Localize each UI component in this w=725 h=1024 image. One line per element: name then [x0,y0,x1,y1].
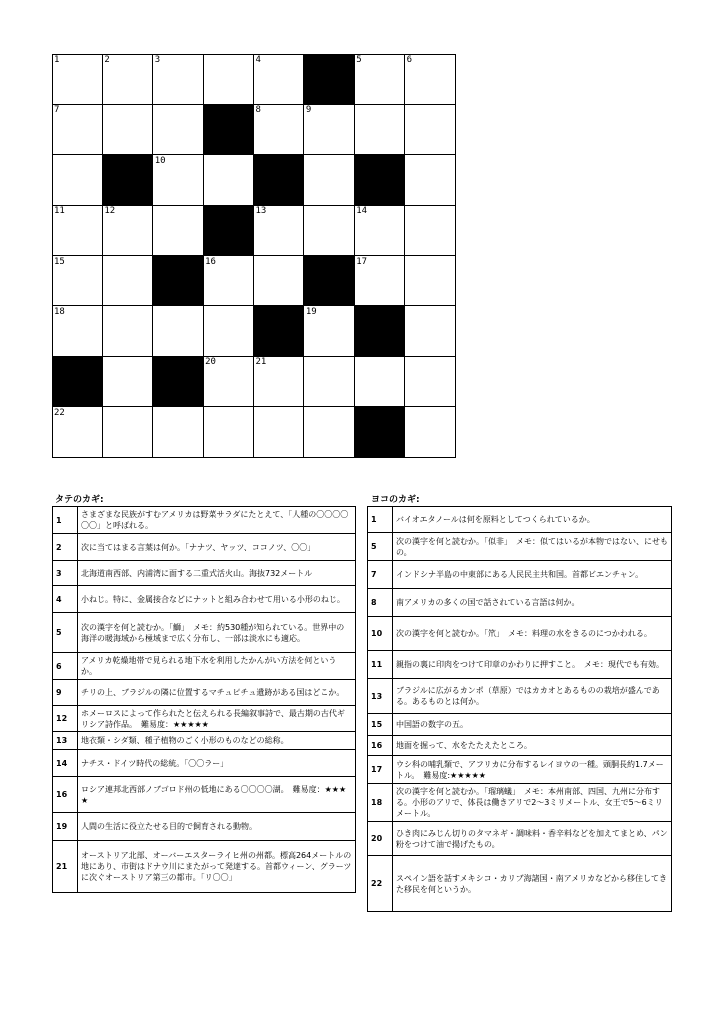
clue-row [53,706,356,732]
grid-cell[interactable] [304,155,354,205]
clue-number: 6 [53,653,78,680]
cell-number: 22 [54,407,65,418]
clue-number: 4 [53,586,78,613]
grid-line [303,54,304,458]
grid-line [52,406,456,407]
black-cell [254,306,304,356]
grid-line [52,104,456,105]
clue-number: 11 [368,651,393,679]
clue-text: 小ねじ。特に、金属接合などにナットと組み合わせて用いる小形のねじ。 [78,586,356,613]
grid-cell[interactable] [254,256,304,306]
grid-cell[interactable] [203,54,253,104]
black-cell [354,155,404,205]
grid-cell[interactable] [304,205,354,255]
clue-number: 5 [53,613,78,653]
grid-cell[interactable] [102,205,152,255]
cell-number: 19 [305,306,317,317]
clue-row [368,756,672,784]
clue-number: 14 [53,750,78,777]
grid-cell[interactable] [153,205,203,255]
cell-number: 15 [54,256,65,267]
clue-text: スペイン語を話すメキシコ・カリブ海諸国・南アメリカなどから移住してきた移民を何というか。 [393,856,672,912]
clue-text: 中国語の数字の五。 [393,714,672,736]
cell-number: 8 [255,105,261,116]
clue-text: ロシア連邦北西部ノブゴロド州の低地にある〇〇〇〇湖。 難易度：★★★★ [78,777,356,813]
grid-cell[interactable] [153,407,203,457]
clue-text: 南アメリカの多くの国で話されている言語は何か。 [393,589,672,617]
grid-cell[interactable] [203,155,253,205]
clue-number: 16 [368,736,393,756]
black-cell [354,306,404,356]
clue-number: 16 [53,777,78,813]
cell-number: 16 [205,256,216,267]
clue-number: 13 [53,732,78,750]
clue-text: ブラジルに広がるカンポ（草原）ではカカオとあるものの栽培が盛んである。あるものとは何か。 [393,679,672,714]
grid-line [354,54,355,458]
grid-cell[interactable] [254,104,304,154]
grid-cell[interactable] [52,205,102,255]
clue-number: 15 [368,714,393,736]
cell-number: 1 [54,55,60,65]
clue-text: オーストリア北部、オーバーエスターライヒ州の州都。標高264メートルの地にあり、市街はドナウ川にまたがって発達する。首都ウィーン、グラーツに次ぐオーストリア第三の都市。「リ〇〇」 [78,841,356,893]
clue-row [368,561,672,589]
black-cell [203,205,253,255]
grid-cell[interactable] [52,407,102,457]
cell-number: 10 [154,155,166,166]
black-cell [304,54,354,104]
grid-line [253,54,254,458]
crossword-grid[interactable] [52,54,455,457]
grid-cell[interactable] [203,256,253,306]
grid-line [52,154,456,155]
grid-line [52,205,456,206]
clue-text: ホメーロスによって作られたと伝えられる長編叙事詩で、最古期の古代ギリシア詩作品。 難易度：★★★★★ [78,706,356,732]
grid-cell[interactable] [254,356,304,406]
cell-number: 2 [104,55,110,65]
cell-number: 13 [255,206,267,217]
clue-text: 次に当てはまる言葉は何か。「ナナツ、ヤッツ、ココノツ、〇〇」 [78,534,356,561]
grid-cell[interactable] [102,104,152,154]
down-clues-heading: タテのカギ: [55,495,104,505]
clue-number: 10 [368,617,393,651]
clue-row [53,561,356,586]
clue-number: 5 [368,533,393,561]
clue-row [53,613,356,653]
grid-cell[interactable] [405,356,455,406]
cell-number: 4 [255,55,261,65]
grid-cell[interactable] [254,407,304,457]
grid-cell[interactable] [52,104,102,154]
grid-cell[interactable] [354,205,404,255]
clue-text: ひき肉にみじん切りのタマネギ・調味料・香辛料などを加えてまとめ、パン粉をつけて油で揚げたもの。 [393,822,672,856]
clue-number: 19 [53,813,78,841]
clue-text: 次の漢字を何と読むか。「鰤」 メモ：約530種が知られている。世界中の海洋の暖海域から極域まで広く分布し、一部は淡水にも適応。 [78,613,356,653]
clue-number: 9 [53,680,78,706]
clue-row [53,507,356,534]
clue-number: 13 [368,679,393,714]
grid-cell[interactable] [405,256,455,306]
cell-number: 12 [104,206,116,217]
grid-cell[interactable] [304,306,354,356]
clue-number: 20 [368,822,393,856]
grid-cell[interactable] [52,155,102,205]
clue-number: 21 [53,841,78,893]
clue-number: 12 [53,706,78,732]
clue-row [53,813,356,841]
clue-text: 次の漢字を何と読むか。「似非」 メモ：似てはいるが本物ではない、にせもの。 [393,533,672,561]
black-cell [354,407,404,457]
grid-line [52,54,53,458]
clue-text: 人間の生活に役立たせる目的で飼育される動物。 [78,813,356,841]
cell-number: 14 [356,206,368,217]
grid-line [52,255,456,256]
clue-text: チリの上、ブラジルの隣に位置するマチュピチュ遺跡がある国はどこか。 [78,680,356,706]
grid-cell[interactable] [354,54,404,104]
cell-number: 5 [356,55,362,65]
clue-number: 1 [53,507,78,534]
grid-cell[interactable] [102,407,152,457]
grid-cell[interactable] [52,256,102,306]
clue-text: 次の漢字を何と読むか。「瑠璃蟻」 メモ：本州南部、四国、九州に分布する。小形のアリで、体長は働きアリで2〜3ミリメートル、女王で5〜6ミリメートル。 [393,784,672,822]
clue-row [53,750,356,777]
grid-cell[interactable] [254,205,304,255]
clue-row [53,653,356,680]
grid-cell[interactable] [153,104,203,154]
cell-number: 21 [255,357,267,368]
clue-row [53,680,356,706]
cell-number: 7 [54,105,60,116]
black-cell [52,356,102,406]
grid-line [52,356,456,357]
grid-cell[interactable] [153,306,203,356]
grid-cell[interactable] [354,356,404,406]
down-clues-table [52,506,356,893]
grid-cell[interactable] [203,306,253,356]
clue-number: 22 [368,856,393,912]
grid-cell[interactable] [304,356,354,406]
grid-line [52,457,456,458]
clue-text: アメリカ乾燥地帯で見られる地下水を利用したかんがい方法を何というか。 [78,653,356,680]
clue-row [53,534,356,561]
grid-cell[interactable] [354,104,404,154]
clue-row [368,679,672,714]
clue-row [368,507,672,533]
grid-line [52,305,456,306]
grid-cell[interactable] [405,306,455,356]
clue-row [53,586,356,613]
cell-number: 17 [356,256,368,267]
clue-text: バイオエタノールは何を原料としてつくられているか。 [393,507,672,533]
clue-text: ナチス・ドイツ時代の総統。「〇〇ラー」 [78,750,356,777]
grid-line [52,54,456,55]
black-cell [153,256,203,306]
grid-line [404,54,405,458]
clue-number: 3 [53,561,78,586]
grid-cell[interactable] [102,256,152,306]
grid-cell[interactable] [52,306,102,356]
clue-row [368,651,672,679]
grid-cell[interactable] [203,356,253,406]
clue-text: 北海道南西部、内浦湾に面する二重式活火山。海抜732メートル [78,561,356,586]
grid-cell[interactable] [405,54,455,104]
grid-cell[interactable] [102,306,152,356]
grid-cell[interactable] [304,104,354,154]
clue-row [368,822,672,856]
grid-cell[interactable] [153,54,203,104]
clue-row [368,736,672,756]
across-clues-table [367,506,672,912]
black-cell [254,155,304,205]
clue-text: 親指の裏に印肉をつけて印章のかわりに押すこと。 メモ：現代でも有効。 [393,651,672,679]
across-clues-heading: ヨコのカギ: [371,495,420,505]
clue-row [368,856,672,912]
clue-text: さまざまな民族がすむアメリカは野菜サラダにたとえて、「人種の〇〇〇〇〇〇」と呼ばれる。 [78,507,356,534]
grid-cell[interactable] [102,356,152,406]
clue-row [53,732,356,750]
clue-text: ウシ科の哺乳類で、アフリカに分布するレイヨウの一種。頭胴長約1.7メートル。 難易度:★★★★★ [393,756,672,784]
grid-line [455,54,456,458]
black-cell [153,356,203,406]
clue-number: 2 [53,534,78,561]
grid-cell[interactable] [254,54,304,104]
grid-cell[interactable] [153,155,203,205]
grid-cell[interactable] [405,205,455,255]
grid-cell[interactable] [304,407,354,457]
grid-line [203,54,204,458]
clue-row [368,589,672,617]
grid-cell[interactable] [52,54,102,104]
clue-text: 地衣類・シダ類、種子植物のごく小形のものなどの総称。 [78,732,356,750]
grid-cell[interactable] [203,407,253,457]
clue-text: 次の漢字を何と読むか。「笊」 メモ：料理の水をきるのにつかわれる。 [393,617,672,651]
clue-text: 地面を掘って、水をたたえたところ。 [393,736,672,756]
grid-cell[interactable] [405,155,455,205]
clue-text: インドシナ半島の中東部にある人民民主共和国。首都ビエンチャン。 [393,561,672,589]
grid-line [152,54,153,458]
clue-row [368,617,672,651]
grid-cell[interactable] [354,256,404,306]
clue-row [368,784,672,822]
black-cell [102,155,152,205]
clue-row [368,714,672,736]
clue-row [53,841,356,893]
clue-number: 18 [368,784,393,822]
grid-cell[interactable] [102,54,152,104]
cell-number: 6 [406,55,413,65]
cell-number: 18 [54,306,65,317]
clue-row [368,533,672,561]
clue-row [53,777,356,813]
grid-line [102,54,103,458]
black-cell [304,256,354,306]
clue-number: 17 [368,756,393,784]
grid-cell[interactable] [405,407,455,457]
clue-number: 1 [368,507,393,533]
grid-cell[interactable] [405,104,455,154]
cell-number: 20 [205,357,216,368]
black-cell [203,104,253,154]
clue-number: 8 [368,589,393,617]
cell-number: 3 [154,55,161,65]
cell-number: 9 [305,105,312,116]
cell-number: 11 [54,206,65,217]
clue-number: 7 [368,561,393,589]
